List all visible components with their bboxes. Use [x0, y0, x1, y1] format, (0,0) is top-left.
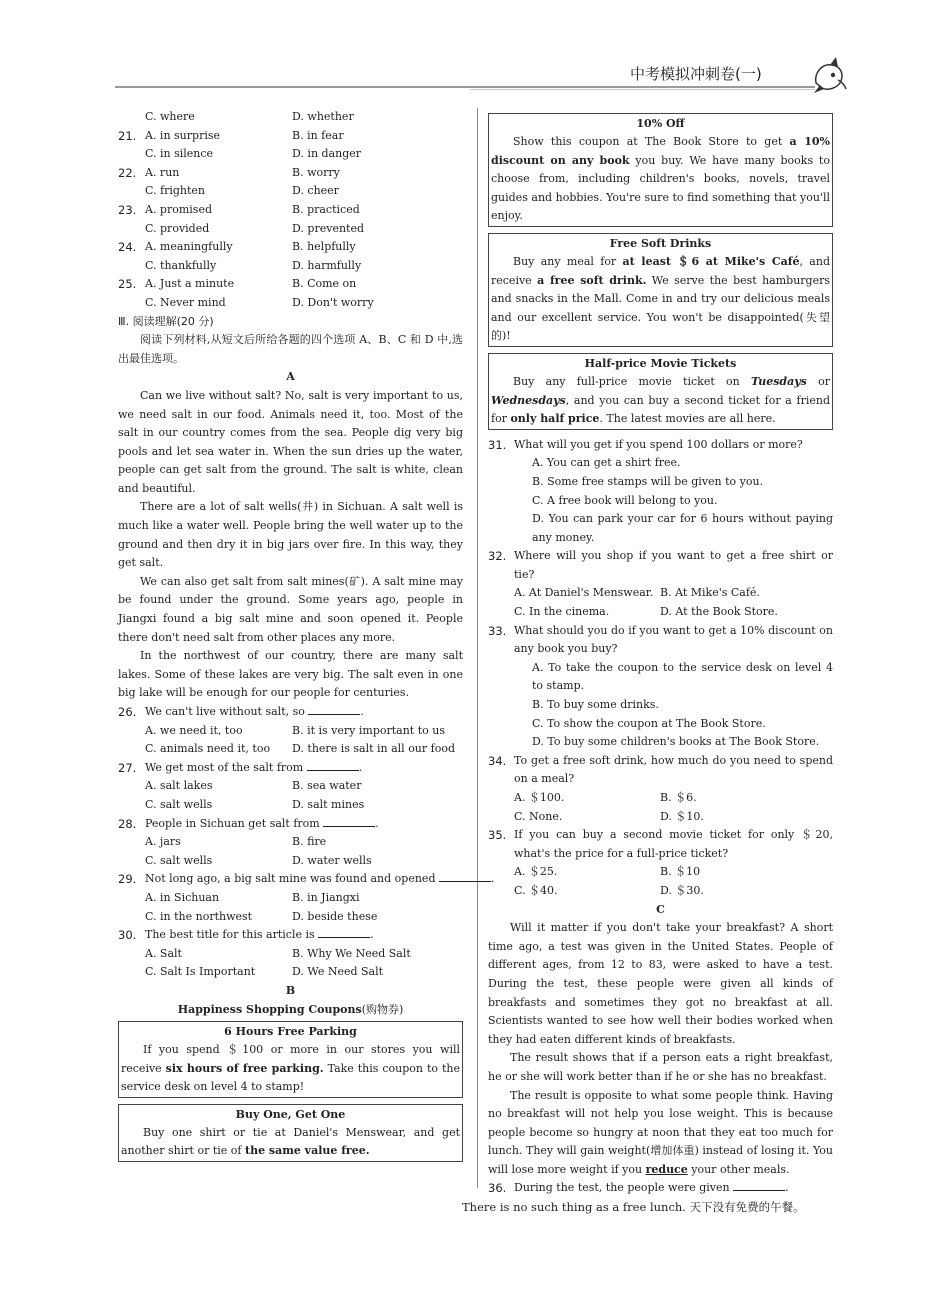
- option[interactable]: A. To take the coupon to the service desk on level 4 to stamp.: [532, 660, 833, 693]
- question-stem-row: [118, 759, 463, 778]
- option-row: [488, 863, 833, 882]
- option[interactable]: D. whether: [292, 110, 354, 123]
- option[interactable]: B. practiced: [292, 202, 360, 216]
- option-row: [118, 889, 463, 908]
- passage-c-para: Will it matter if you don't take your breakfast? A short time ago, a test was given in the United States. People of different ages, from 12 to 83, were asked to have a test. During the test, these people were given all kinds of breakfasts and sometimes they got no breakfast at all. Scientists wanted to see how well their bodies worked when they had eaten different kinds of breakfasts.: [488, 921, 833, 1046]
- option-row: [118, 833, 463, 852]
- option[interactable]: D. ＄10.: [660, 809, 704, 823]
- answer-blank[interactable]: [318, 926, 370, 938]
- option[interactable]: C. ＄40.: [514, 883, 558, 897]
- question-stem-end: .: [358, 760, 363, 774]
- option-row: [118, 182, 463, 201]
- cloze-options: [118, 108, 463, 313]
- question-number: 26.: [118, 705, 137, 719]
- question-stem-end: .: [370, 928, 374, 942]
- option[interactable]: D. beside these: [292, 909, 378, 923]
- question-36: [488, 1179, 833, 1198]
- answer-blank[interactable]: [308, 703, 360, 715]
- option-row: [118, 852, 463, 871]
- option[interactable]: B. At Mike's Café.: [660, 586, 760, 600]
- question-stem: Where will you shop if you want to get a free shirt or tie?: [514, 549, 833, 581]
- coupon-title: 10% Off: [636, 117, 685, 130]
- option-row: [118, 238, 463, 257]
- option[interactable]: B. fire: [292, 835, 327, 849]
- passage-a-label: A: [286, 370, 295, 384]
- option-row: [488, 789, 833, 808]
- option-row: [118, 145, 463, 164]
- question-stem: To get a free soft drink, how much do you need to spend on a meal?: [514, 753, 833, 786]
- passage-a-paragraph: In the northwest of our country, there are many salt lakes. Some of these lakes are very big. The salt even in one big lake will be enough for our people for centuries.: [118, 649, 463, 700]
- coupon-text: Take this coupon to the service desk on level 4 to stamp!: [121, 1061, 460, 1094]
- passage-a-paragraph: We can also get salt from salt mines(矿). A salt mine may be found under the ground. Some years ago, people in Jiangxi found a big salt mine and soon opened it. People there don't need salt from other places any more.: [118, 574, 463, 644]
- question-stem: [145, 870, 494, 889]
- option[interactable]: A. jars: [145, 835, 181, 849]
- coupon-body: [491, 133, 830, 226]
- option-row: [118, 108, 463, 127]
- header-title: 中考模拟冲刺卷(一): [630, 65, 762, 83]
- option-row: [488, 584, 833, 603]
- option[interactable]: A. promised: [145, 202, 213, 216]
- question-number: 22.: [118, 165, 137, 180]
- option[interactable]: D. there is salt in all our food: [292, 742, 456, 756]
- question-stem: [145, 926, 374, 945]
- coupon-body: [491, 253, 830, 346]
- question-number: 35.: [488, 828, 507, 843]
- coupon-bold: the same value free.: [244, 1144, 370, 1158]
- option[interactable]: B. Come on: [292, 277, 357, 291]
- coupon-text: Show this coupon at The Book Store to get: [513, 135, 790, 148]
- coupon-text: , and receive: [491, 254, 830, 287]
- question-stem-row: [488, 826, 833, 863]
- coupon-title: 6 Hours Free Parking: [224, 1025, 357, 1039]
- section-heading: Ⅲ. 阅读理解(20 分): [118, 314, 214, 328]
- question-stem-row: [488, 547, 833, 584]
- option-row: [488, 882, 833, 901]
- option[interactable]: C. A free book will belong to you.: [532, 493, 718, 507]
- option[interactable]: C. salt wells: [145, 797, 213, 811]
- option[interactable]: B. it is very important to us: [292, 723, 445, 737]
- coupon-title: Free Soft Drinks: [609, 236, 712, 250]
- passage-c-para: [488, 1087, 833, 1180]
- passage-c-para: The result shows that if a person eats a right breakfast, he or she will work better than if he or she has no breakfast.: [488, 1051, 833, 1083]
- question-stem: What should you do if you want to get a 10% discount on any book you buy?: [514, 623, 833, 656]
- answer-blank[interactable]: [323, 815, 375, 827]
- option[interactable]: C. In the cinema.: [514, 605, 610, 619]
- option[interactable]: A. Salt: [145, 946, 182, 960]
- passage-c-label: C: [656, 902, 665, 916]
- passage-b-label: B: [285, 983, 296, 997]
- coupon-text: We serve the best hamburgers and snacks in the Mall. Come in and try our delicious meals and our excellent service. You won't be disappointed(失望的)!: [491, 273, 830, 343]
- option[interactable]: D. To buy some children's books at The Book Store.: [532, 735, 820, 749]
- question-number: 25.: [118, 277, 137, 292]
- header-rule: [115, 86, 815, 88]
- question-stem-row: [118, 815, 463, 834]
- option-row: [118, 963, 463, 982]
- question-stem-text: We can't live without salt, so: [145, 705, 305, 718]
- question-number: 24.: [118, 240, 137, 255]
- coupon-text: , and you can buy a second ticket for a friend for: [491, 393, 830, 426]
- question-stem-text: Not long ago, a big salt mine was found and opened: [145, 872, 436, 886]
- footer-proverb: There is no such thing as a free lunch. 天下没有免费的午餐。: [462, 1200, 805, 1214]
- passage-a-paragraph: Can we live without salt? No, salt is very important to us, we need salt in our food. Animals need it, too. Most of the salt in our country comes from the sea. People dig very big pools and let sea water in. When the sun dries up the water, people can get salt from the ground. The salt is white, clean and beautiful.: [118, 388, 463, 495]
- passage-c-underlined-word: reduce: [645, 1162, 688, 1176]
- option[interactable]: C. animals need it, too: [145, 742, 271, 756]
- option[interactable]: D. salt mines: [292, 797, 365, 811]
- question-number: 23.: [118, 202, 137, 217]
- question-number: 36.: [488, 1181, 507, 1196]
- question-stem: [145, 815, 379, 834]
- option[interactable]: A. in surprise: [145, 128, 220, 142]
- question-number: 21.: [118, 128, 137, 143]
- question-stem-row: [488, 622, 833, 659]
- option[interactable]: B. ＄10: [660, 865, 701, 879]
- question-stem-row: [488, 436, 833, 455]
- question-number: 30.: [118, 928, 137, 943]
- coupon-text: or: [806, 374, 830, 388]
- option[interactable]: B. Why We Need Salt: [292, 946, 411, 960]
- question-stem: If you can buy a second movie ticket for only ＄20, what's the price for a full-price ticket?: [514, 828, 833, 860]
- option[interactable]: D. ＄30.: [660, 883, 704, 897]
- coupon-emph: Tuesdays: [751, 374, 807, 388]
- coupon-text: . The latest movies are all here.: [599, 412, 776, 426]
- option[interactable]: C. frighten: [145, 184, 206, 198]
- option[interactable]: C. Salt Is Important: [145, 965, 256, 979]
- coupon-body: [121, 1041, 460, 1097]
- question-stem: During the test, the people were given: [514, 1181, 730, 1195]
- option[interactable]: D. in danger: [292, 147, 362, 161]
- option[interactable]: D. You can park your car for 6 hours without paying any money.: [532, 512, 833, 544]
- question-number: 32.: [488, 549, 507, 564]
- question-stem: [145, 703, 364, 722]
- option-row: [118, 722, 463, 741]
- option[interactable]: C. in silence: [145, 147, 214, 161]
- coupon-body: [491, 373, 830, 429]
- coupon-text: If you spend ＄100 or more in our stores you will receive: [121, 1043, 460, 1075]
- coupon-text: Buy one shirt or tie at Daniel's Menswear, and get another shirt or tie of: [121, 1125, 460, 1158]
- coupon-box: [118, 1021, 463, 1098]
- option[interactable]: C. None.: [514, 809, 563, 823]
- option[interactable]: B. Some free stamps will be given to you.: [532, 474, 764, 488]
- option-row: [488, 808, 833, 827]
- question-number: 28.: [118, 816, 137, 831]
- question-stem-row: [118, 926, 463, 945]
- option-row: [118, 294, 463, 313]
- question-number: 31.: [488, 437, 507, 452]
- coupons-title: [118, 1001, 463, 1020]
- option-row: [118, 796, 463, 815]
- option-row: [118, 220, 463, 239]
- option[interactable]: A. ＄100.: [514, 791, 565, 804]
- answer-blank[interactable]: [439, 870, 491, 882]
- option[interactable]: D. At the Book Store.: [660, 605, 778, 619]
- coupon-text: Buy any full-price movie ticket on: [513, 374, 752, 388]
- coupons-title-cn: (购物券): [361, 1002, 404, 1016]
- option[interactable]: B. sea water: [292, 779, 362, 793]
- question-number: 34.: [488, 753, 507, 768]
- option-row: [118, 257, 463, 276]
- answer-blank[interactable]: [733, 1179, 785, 1191]
- question-stem-end: .: [375, 816, 379, 830]
- column-divider: [477, 108, 478, 1188]
- option-row: [118, 777, 463, 796]
- option[interactable]: A. in Sichuan: [145, 890, 220, 904]
- coupon-bold: a 10% discount on any book: [491, 135, 830, 167]
- coupons-title-en: Happiness Shopping Coupons: [177, 1002, 362, 1016]
- answer-blank[interactable]: [307, 759, 359, 771]
- option-row: [118, 275, 463, 294]
- option-row: [488, 603, 833, 622]
- section-instruction: 阅读下列材料,从短文后所给各题的四个选项 A、B、C 和 D 中,选出最佳选项。: [118, 333, 463, 365]
- option-row: [118, 127, 463, 146]
- coupon-box: [488, 233, 833, 347]
- question-stem-text: People in Sichuan get salt from: [145, 816, 320, 830]
- right-column: [488, 111, 833, 1198]
- coupon-body: [121, 1124, 460, 1161]
- coupon-box: [488, 113, 833, 227]
- option[interactable]: C. in the northwest: [145, 909, 253, 923]
- option-row: [118, 740, 463, 759]
- coupon-title: Half-price Movie Tickets: [584, 356, 737, 370]
- questions-a: [118, 703, 495, 982]
- option[interactable]: C. thankfully: [145, 258, 217, 272]
- option[interactable]: C. To show the coupon at The Book Store.: [532, 716, 766, 730]
- coupon-emph: Wednesdays: [491, 393, 566, 407]
- option[interactable]: D. cheer: [292, 184, 339, 198]
- question-stem-end: .: [360, 705, 364, 718]
- option[interactable]: A. salt lakes: [145, 779, 213, 793]
- coupon-text: Buy any meal for: [513, 254, 623, 268]
- option[interactable]: D. Don't worry: [292, 295, 374, 309]
- coupon-text: you buy. We have many books to choose from, including children's books, novels, travel guides and hobbies. You're sure to find something that you'll enjoy.: [491, 153, 830, 223]
- option[interactable]: C. provided: [145, 221, 210, 235]
- option[interactable]: D. We Need Salt: [292, 965, 384, 979]
- question-stem-row: [488, 752, 833, 789]
- question-stem: [145, 759, 362, 778]
- option-row: [118, 908, 463, 927]
- question-stem-text: The best title for this article is: [145, 928, 315, 942]
- coupons-left: [118, 1021, 463, 1162]
- coupon-movie: [488, 353, 833, 430]
- option[interactable]: A. ＄25.: [514, 865, 558, 879]
- coupons-right: [488, 113, 833, 347]
- header-rule-thin: [470, 89, 815, 90]
- option[interactable]: C. salt wells: [145, 853, 213, 867]
- coupon-bold: a free soft drink.: [537, 273, 647, 287]
- option[interactable]: B. in fear: [292, 128, 344, 142]
- questions-b: [488, 436, 833, 901]
- passage-c-text: The result is opposite to what some people think. Having no breakfast will not help you lose weight. This is because people become so hungry at noon that they eat too much for lunch. They will gain weight(增加体重) instead of losing it. You will lose more weight if you: [488, 1088, 833, 1176]
- option[interactable]: B. in Jiangxi: [292, 890, 360, 904]
- question-number: 27.: [118, 760, 137, 775]
- coupon-bold: only half price: [510, 412, 600, 426]
- option[interactable]: B. helpfully: [292, 240, 356, 254]
- option[interactable]: D. water wells: [292, 853, 372, 867]
- option[interactable]: A. we need it, too: [145, 723, 243, 737]
- passage-a: [118, 387, 463, 703]
- option[interactable]: A. Just a minute: [145, 277, 235, 291]
- passage-c-text: your other meals.: [687, 1162, 790, 1176]
- coupon-bold: six hours of free parking.: [165, 1061, 324, 1075]
- passage-a-paragraph: There are a lot of salt wells(井) in Sichuan. A salt well is much like a water well. People bring the well water up to the ground and then dry it in big jars over fire. In this way, they get salt.: [118, 500, 463, 570]
- question-stem-text: We get most of the salt from: [145, 760, 304, 774]
- question-number: 33.: [488, 623, 507, 638]
- question-stem: What will you get if you spend 100 dollars or more?: [514, 437, 803, 451]
- option[interactable]: B. worry: [292, 165, 340, 179]
- option[interactable]: C. where: [145, 110, 195, 123]
- option[interactable]: A. At Daniel's Menswear.: [514, 586, 654, 600]
- option[interactable]: D. harmfully: [292, 258, 362, 272]
- left-column: [118, 108, 495, 1168]
- option[interactable]: B. To buy some drinks.: [532, 698, 659, 712]
- option[interactable]: A. run: [145, 165, 180, 179]
- question-stem-end: .: [490, 872, 495, 886]
- question-stem-end: .: [785, 1181, 789, 1195]
- option-row: [118, 164, 463, 183]
- option[interactable]: D. prevented: [292, 221, 365, 235]
- coupon-box: [118, 1104, 463, 1162]
- option-row: [118, 945, 463, 964]
- option[interactable]: A. meaningfully: [145, 240, 233, 254]
- option[interactable]: B. ＄6.: [660, 791, 697, 804]
- option[interactable]: A. You can get a shirt free.: [532, 456, 681, 470]
- question-number: 29.: [118, 872, 137, 887]
- option[interactable]: C. Never mind: [145, 295, 226, 309]
- coupon-title: Buy One, Get One: [235, 1107, 346, 1121]
- option-row: [118, 201, 463, 220]
- coupon-bold: at least ＄6 at Mike's Café: [622, 254, 800, 268]
- question-stem-row: [118, 703, 463, 722]
- question-stem-row: [118, 870, 495, 889]
